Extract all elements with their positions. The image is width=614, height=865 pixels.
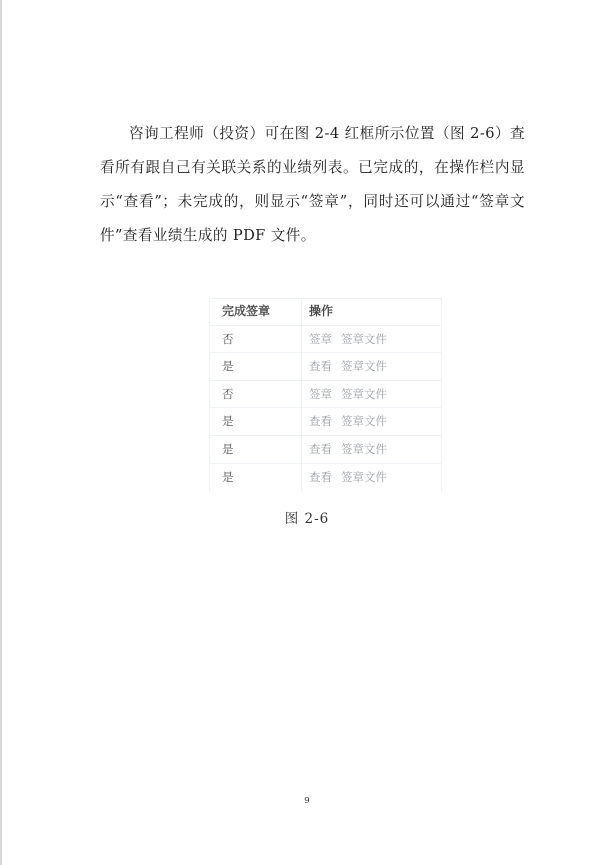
sign-link[interactable]: 签章 <box>309 386 332 401</box>
signature-file-link[interactable]: 签章文件 <box>341 414 387 429</box>
body-paragraph: 咨询工程师（投资）可在图 2-4 红框所示位置（图 2-6）查看所有跟自己有关联关系的业绩列表。已完成的，在操作栏内显示“查看”；未完成的，则显示“签章”，同时还可以通过“签章文件”查看业绩生成的 PDF 文件。 <box>100 125 525 244</box>
operation-cell <box>309 353 387 380</box>
view-link[interactable]: 查看 <box>309 442 332 456</box>
status-cell: 否 <box>222 331 234 346</box>
status-cell: 是 <box>222 469 234 484</box>
view-link[interactable]: 查看 <box>309 359 332 374</box>
status-cell: 是 <box>222 442 234 456</box>
signature-file-link[interactable]: 签章文件 <box>341 331 387 346</box>
table-row <box>209 381 442 409</box>
operation-cell <box>309 464 387 491</box>
operation-cell <box>309 326 387 353</box>
header-operation: 操作 <box>309 304 334 318</box>
operation-cell <box>309 436 387 463</box>
table-row <box>209 436 442 464</box>
table-row <box>209 326 442 354</box>
signature-file-link[interactable]: 签章文件 <box>341 359 387 374</box>
figure-caption: 图 2-6 <box>284 511 330 527</box>
achievement-table-screenshot <box>209 298 442 492</box>
status-cell: 否 <box>222 386 234 401</box>
table-row <box>209 408 442 436</box>
view-link[interactable]: 查看 <box>309 414 332 429</box>
operation-cell <box>309 408 387 435</box>
table-row <box>209 464 442 492</box>
signature-file-link[interactable]: 签章文件 <box>341 442 387 456</box>
page-number: 9 <box>304 796 310 806</box>
table-row <box>209 353 442 381</box>
header-signature-complete: 完成签章 <box>222 304 271 318</box>
table-header-row <box>209 298 442 326</box>
sign-link[interactable]: 签章 <box>309 331 332 346</box>
status-cell: 是 <box>222 359 234 374</box>
page-left-edge <box>0 0 2 865</box>
status-cell: 是 <box>222 414 234 429</box>
signature-file-link[interactable]: 签章文件 <box>341 386 387 401</box>
signature-file-link[interactable]: 签章文件 <box>341 469 387 484</box>
operation-cell <box>309 381 387 408</box>
view-link[interactable]: 查看 <box>309 469 332 484</box>
